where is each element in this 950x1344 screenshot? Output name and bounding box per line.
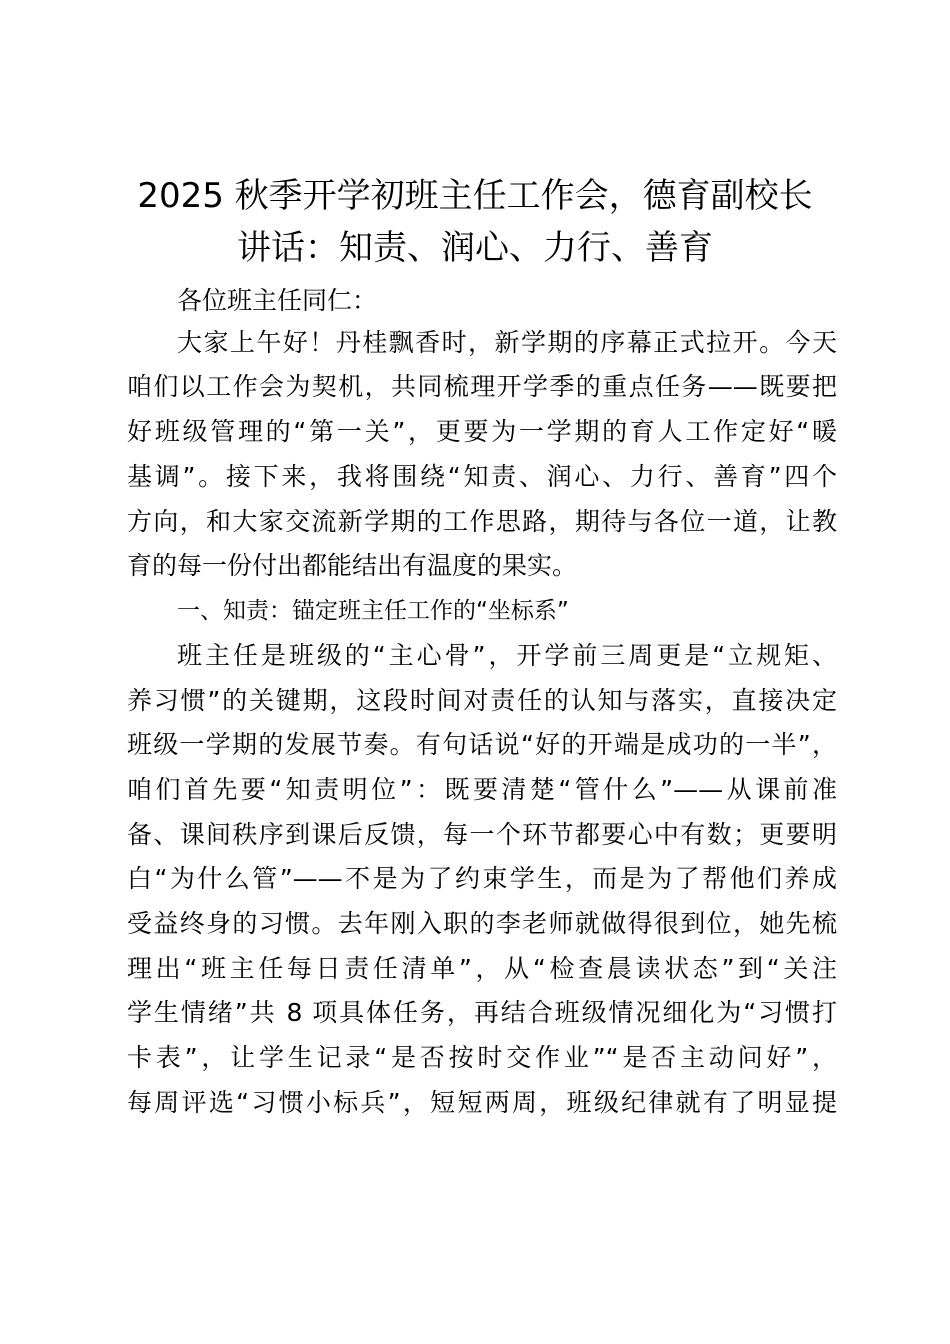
paragraph-2-line: 每周评选“习惯小标兵”，短短两周，班级纪律就有了明显提	[127, 1088, 837, 1117]
paragraph-2-line: 卡表”，让学生记录“是否按时交作业”“是否主动问好”，	[127, 1043, 837, 1072]
paragraph-1-line: 咱们以工作会为契机，共同梳理开学季的重点任务——既要把	[127, 372, 837, 401]
paragraph-2-line: 白“为什么管”——不是为了约束学生，而是为了帮他们养成	[127, 864, 837, 893]
paragraph-2-line: 学生情绪”共 8 项具体任务，再结合班级情况细化为“习惯打	[127, 998, 837, 1027]
paragraph-2-line: 班主任是班级的“主心骨”，开学前三周更是“立规矩、	[177, 641, 837, 670]
paragraph-1-line: 好班级管理的“第一关”，更要为一学期的育人工作定好“暖	[127, 417, 837, 446]
document-title-line-2: 讲话：知责、润心、力行、善育	[237, 228, 713, 268]
paragraph-2-line: 养习惯”的关键期，这段时间对责任的认知与落实，直接决定	[127, 686, 837, 715]
paragraph-1-line: 方向，和大家交流新学期的工作思路，期待与各位一道，让教	[127, 507, 837, 536]
paragraph-2-line: 受益终身的习惯。去年刚入职的李老师就做得很到位，她先梳	[127, 909, 837, 938]
paragraph-1-line: 基调”。接下来，我将围绕“知责、润心、力行、善育”四个	[127, 462, 837, 491]
document-title-line-1: 2025 秋季开学初班主任工作会，德育副校长	[137, 176, 813, 216]
section-1-heading: 一、知责：锚定班主任工作的“坐标系”	[177, 598, 569, 624]
salutation: 各位班主任同仁：	[177, 286, 378, 315]
paragraph-2-line: 备、课间秩序到课后反馈，每一个环节都要心中有数；更要明	[127, 820, 837, 849]
paragraph-2-line: 理出“班主任每日责任清单”，从“检查晨读状态”到“关注	[127, 954, 837, 983]
paragraph-2-line: 咱们首先要“知责明位”：既要清楚“管什么”——从课前准	[127, 775, 837, 804]
paragraph-2-line: 班级一学期的发展节奏。有句话说“好的开端是成功的一半”，	[127, 730, 837, 759]
paragraph-1-line: 大家上午好！丹桂飘香时，新学期的序幕正式拉开。今天	[177, 328, 837, 357]
paragraph-1-line: 育的每一份付出都能结出有温度的果实。	[127, 551, 578, 580]
